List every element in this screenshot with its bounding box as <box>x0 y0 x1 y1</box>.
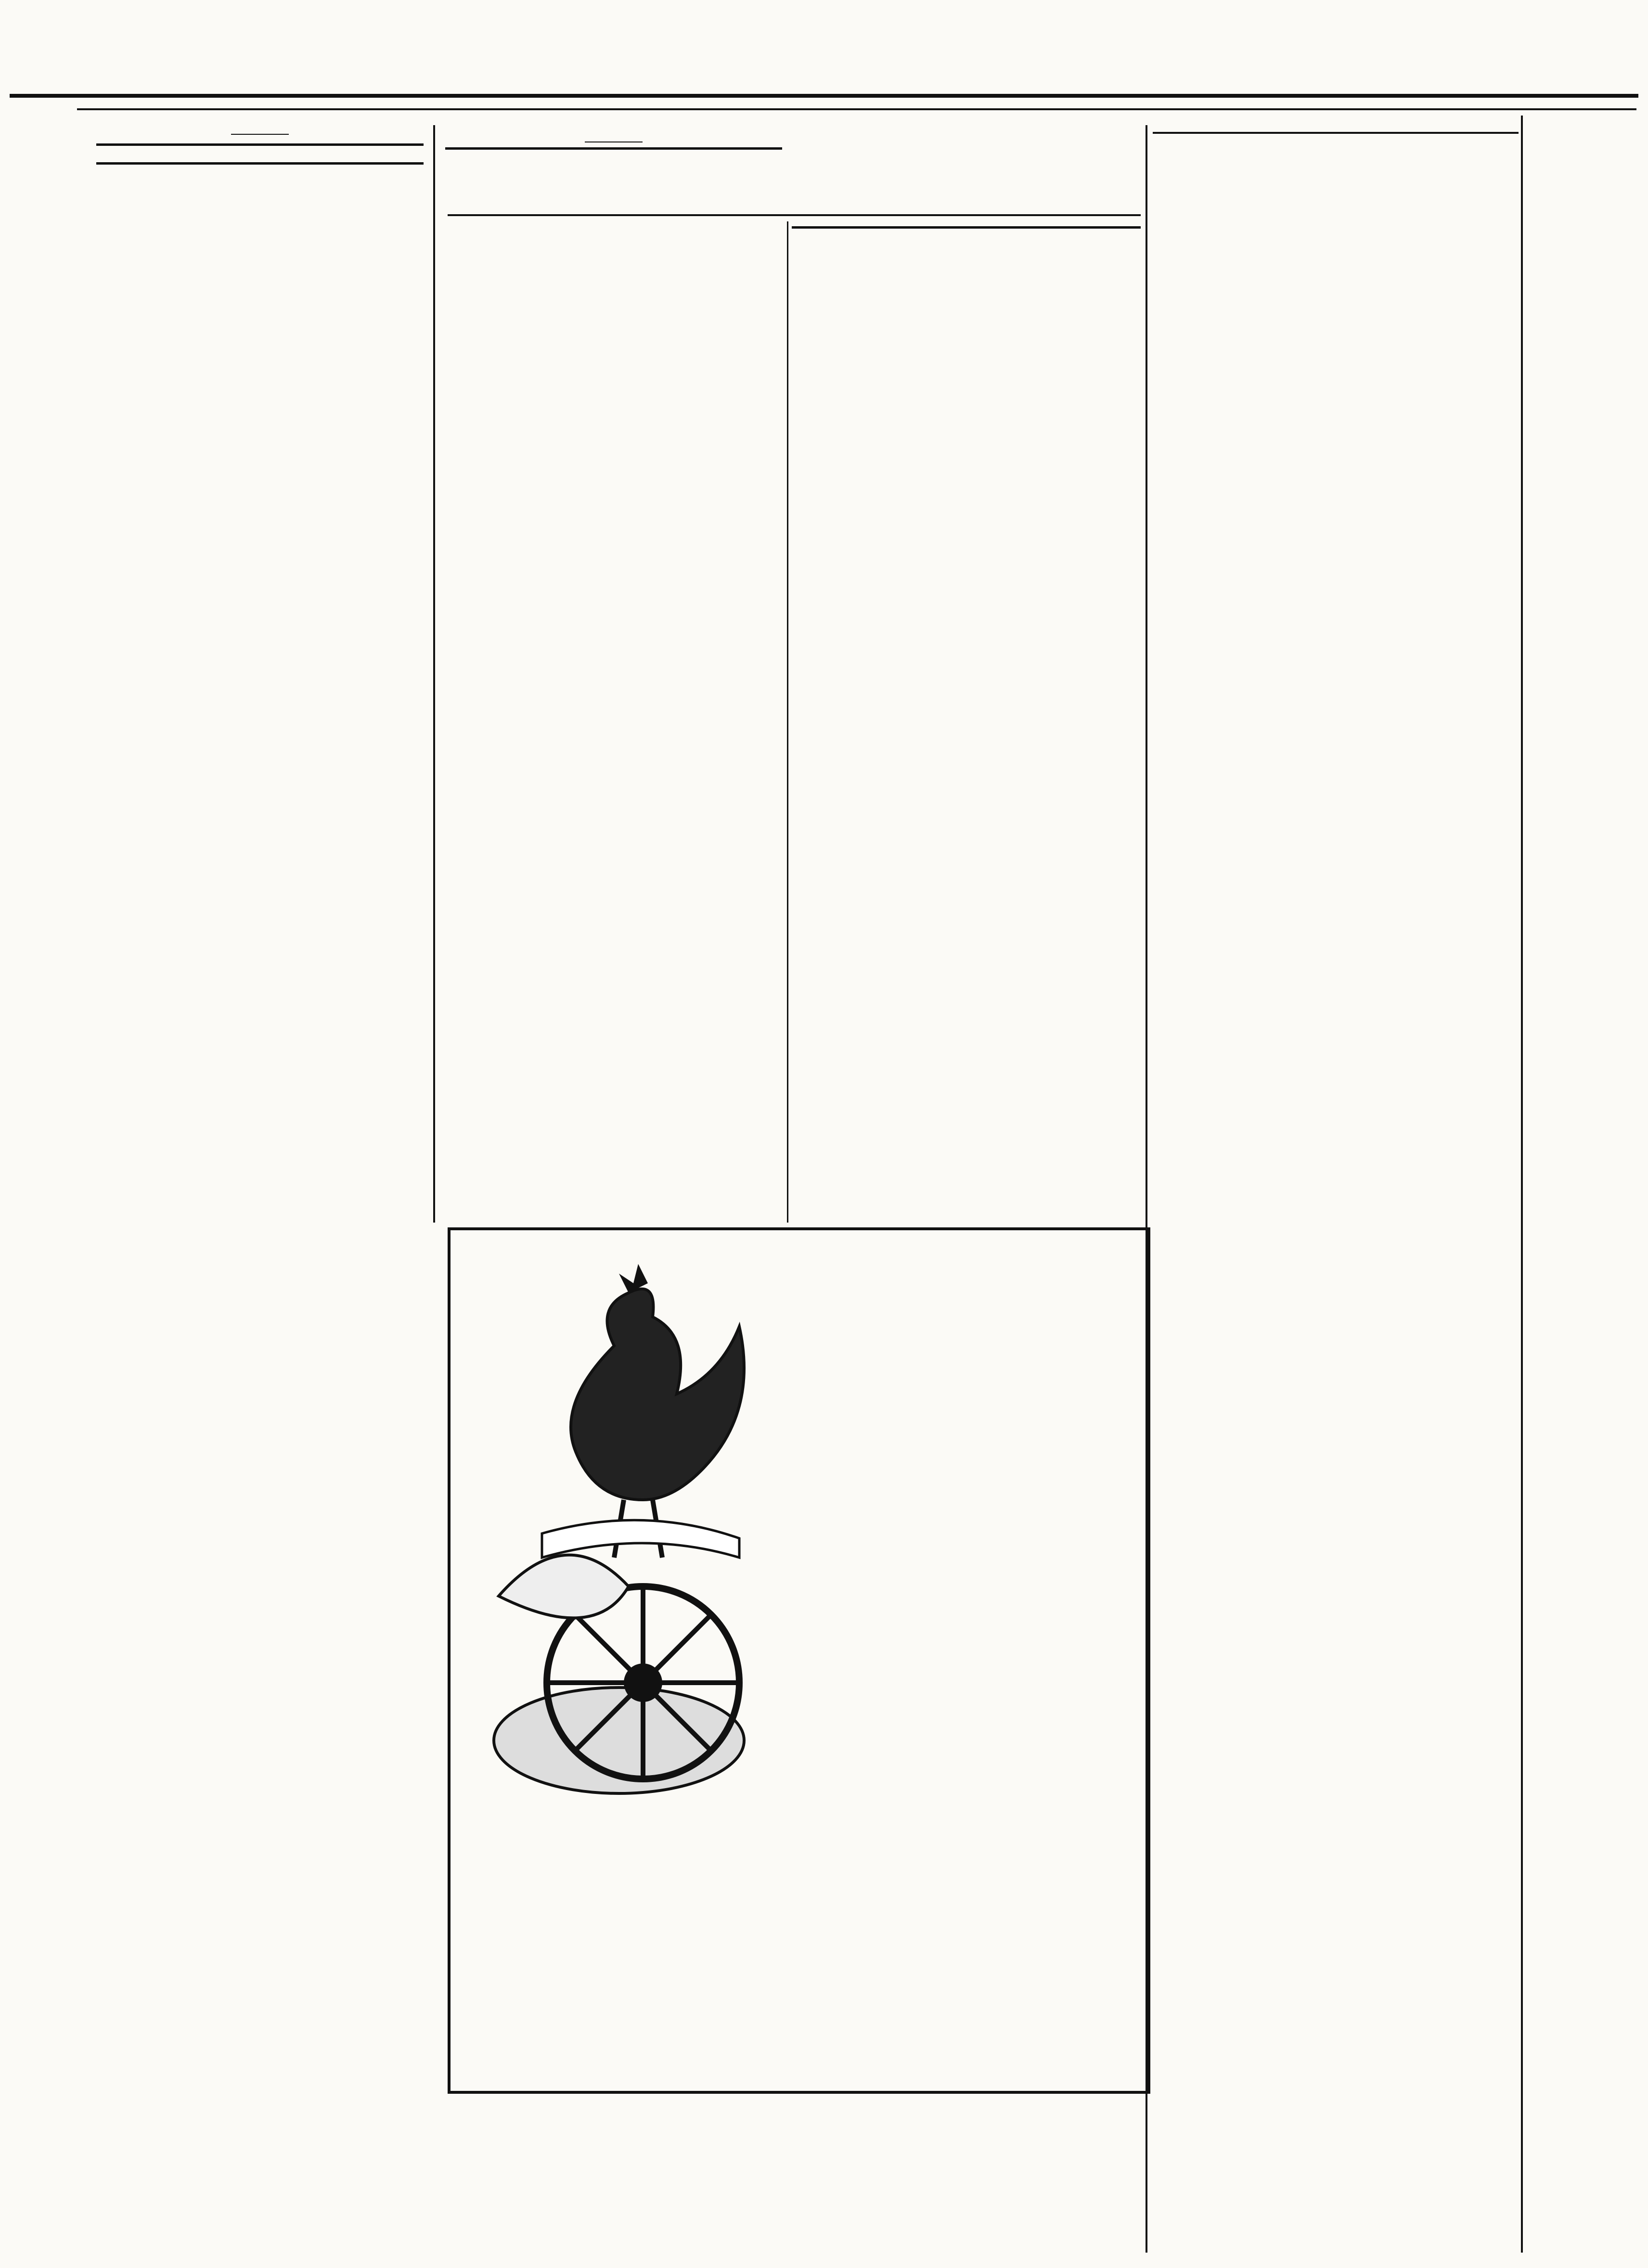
column-divider <box>433 125 435 1223</box>
masthead-rule <box>10 94 1638 98</box>
divider <box>1153 132 1519 134</box>
top-rule <box>77 108 1636 110</box>
leiloadas-subhead <box>96 150 424 155</box>
article-estreia <box>96 130 424 2248</box>
divider <box>231 134 289 135</box>
masthead <box>0 29 1648 101</box>
divider <box>445 147 782 150</box>
divider <box>96 143 424 146</box>
article-criar-riqueza <box>445 130 782 1223</box>
right-border <box>1521 116 1523 2253</box>
rooster-illustration <box>470 1250 768 1817</box>
column-divider <box>787 221 788 1223</box>
article-criar-riqueza-cont <box>792 221 1141 1223</box>
lottery-results <box>1153 125 1519 2253</box>
lottery-advertisement <box>448 1227 1150 2094</box>
divider <box>96 162 424 165</box>
divider <box>792 226 1141 229</box>
